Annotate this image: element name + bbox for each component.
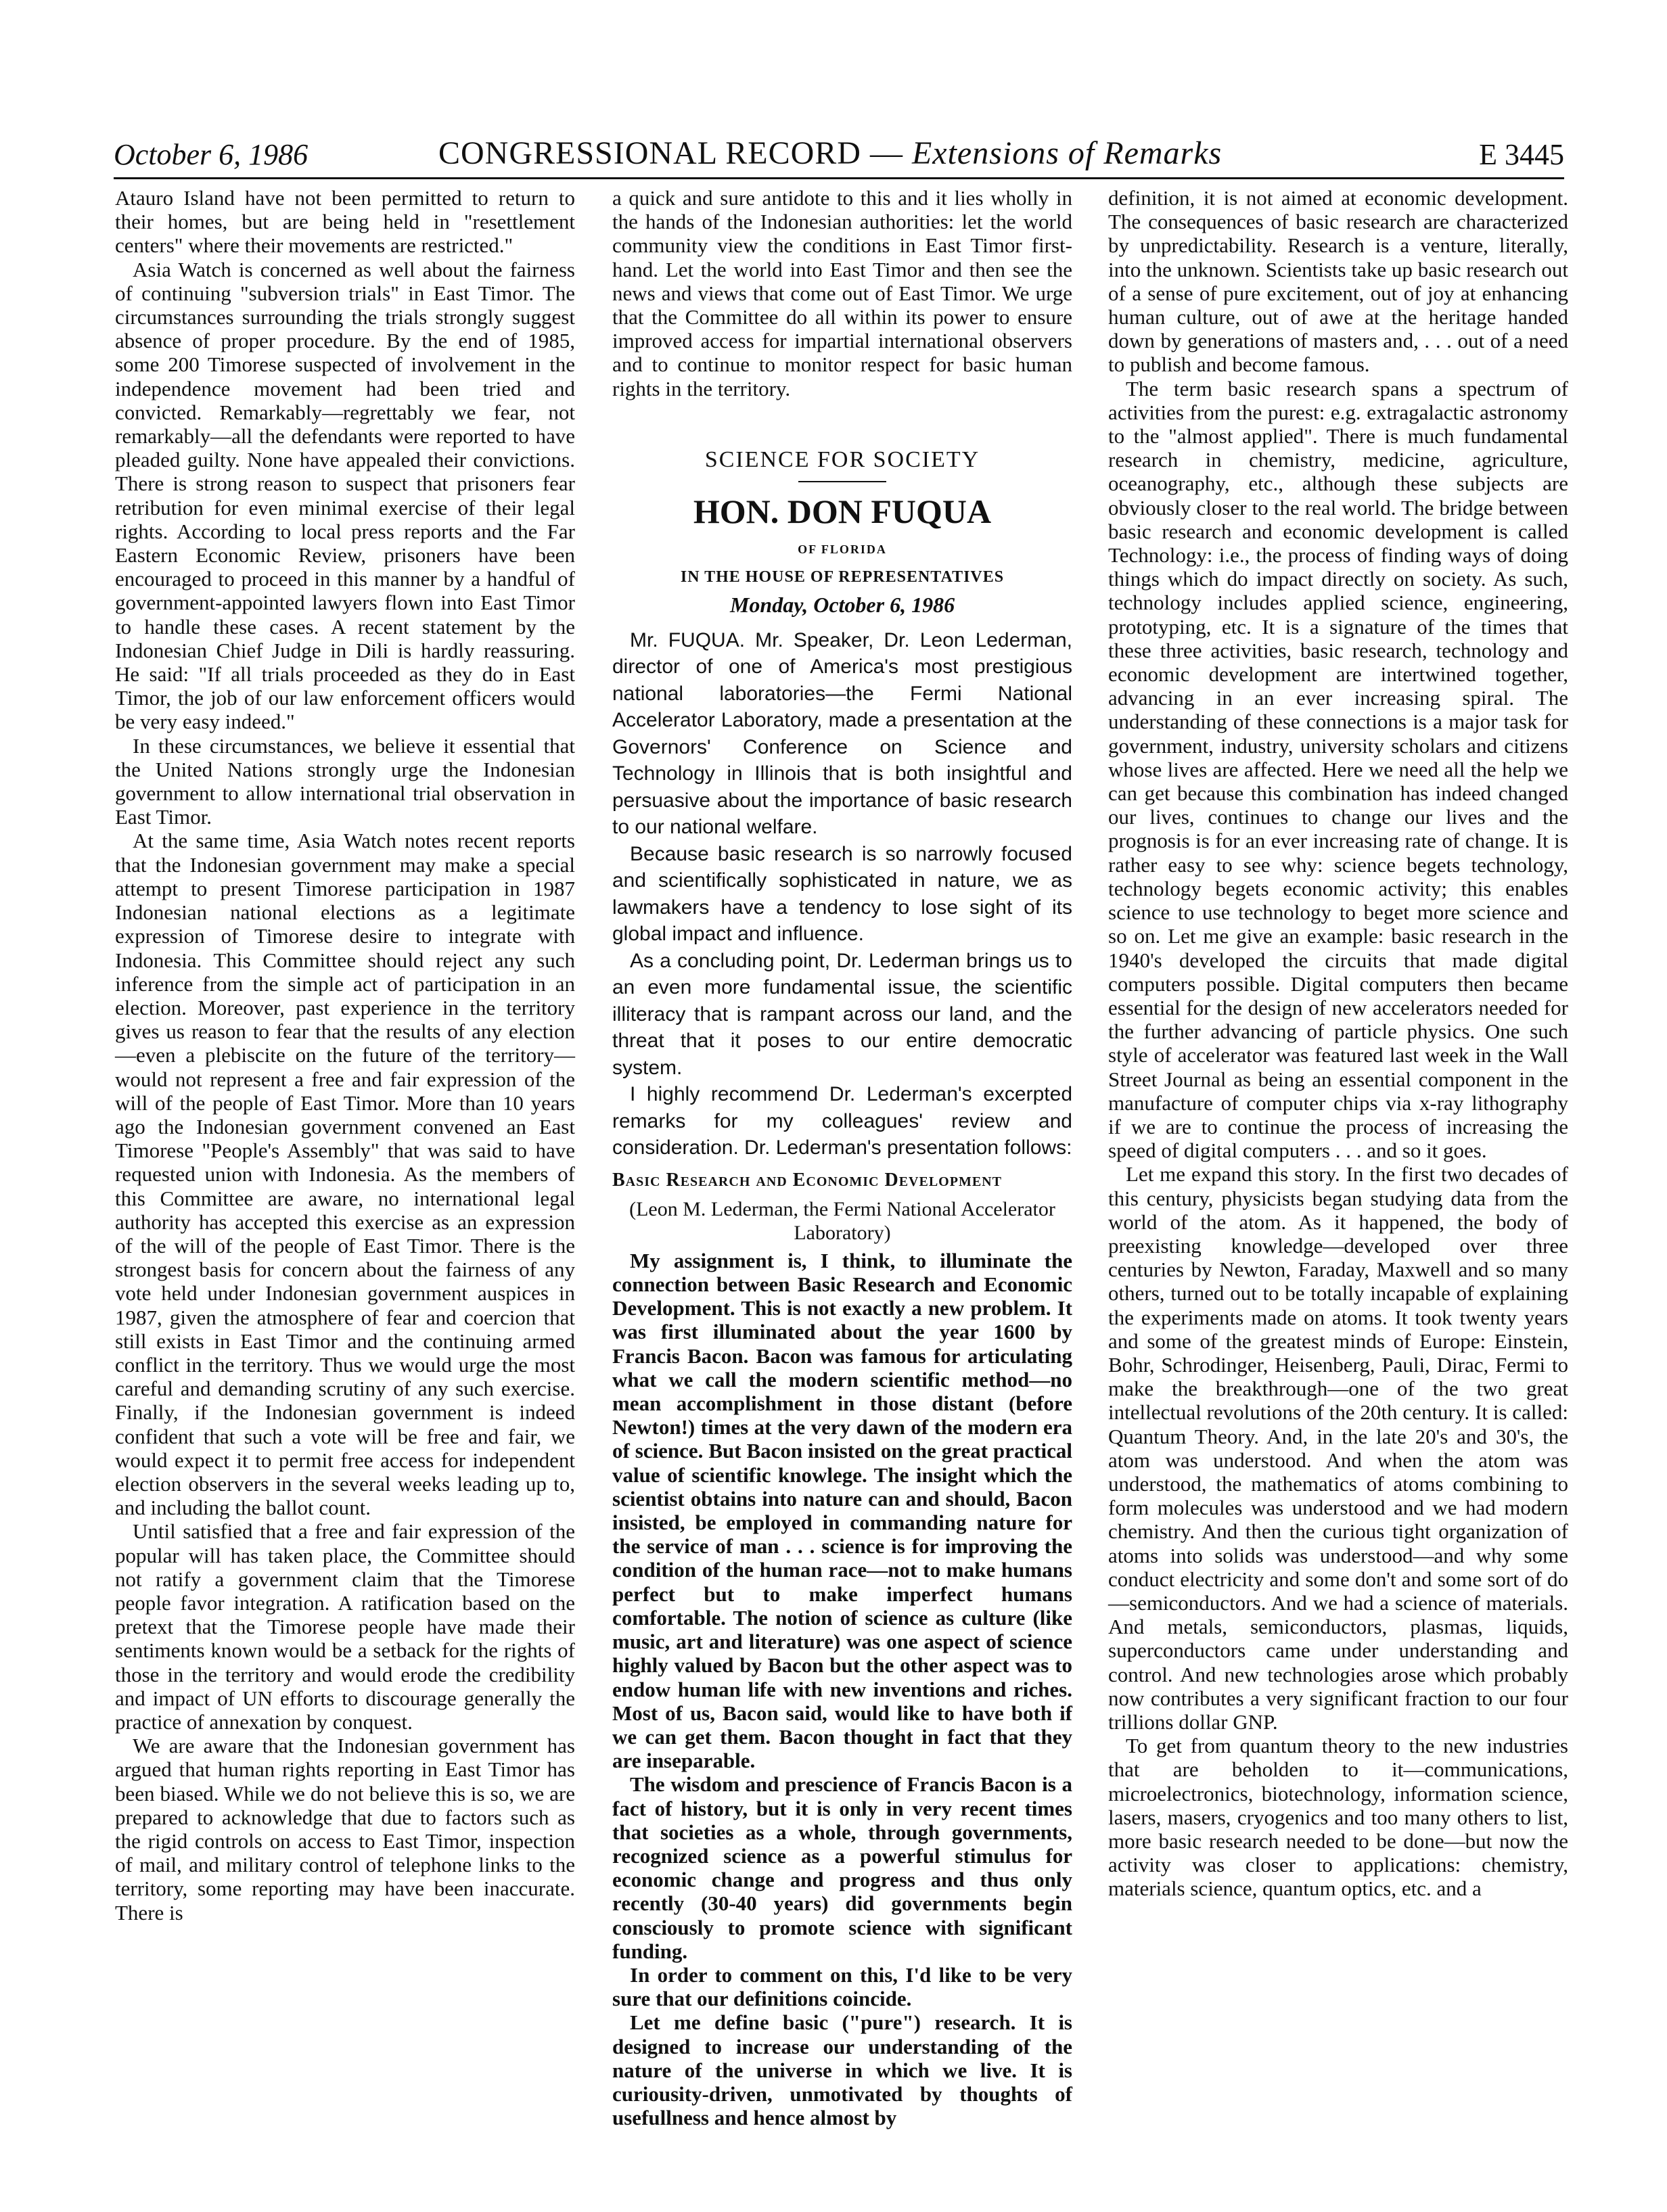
paragraph: I highly recommend Dr. Lederman's excerpted remarks for my colleagues' review and consideration. Dr. Lederman's presentation follows: — [612, 1083, 1072, 1159]
paragraph: Let me expand this story. In the first two decades of this century, physicists began studying data from the world of the atom. As it happened, the body of preexisting knowledge—developed over three centuries by Newton, Faraday, Maxwell and so many others, turned out to be totally incapable of explaining the experiments made on atoms. It took twenty years and some of the greatest minds of Europe: Einstein, Bohr, Schrodinger, Heisenberg, Pauli, Dirac, Fermi to make the breakthrough—one of the two great intellectual revolutions of the 20th century. It is called: Quantum Theory. And, in the late 20's and 30's, the atom was understood. And when the atom was understood, the mathematics of atoms combining to form molecules was understood and we had modern chemistry. And then the curious tight organization of atoms into solids was understood—and why some conduct electricity and some don't and some sort of do—semiconductors. And we had a science of materials. And metals, semiconductors, plasmas, liquids, superconductors came under understanding and control. And new technologies arose which probably now contributes a very significant fraction to our four trillions dollar GNP. — [1108, 1162, 1568, 1734]
paragraph: Atauro Island have not been permitted to return to their homes, but are being held in "resettlement centers" where their movements are restricted." — [115, 186, 575, 258]
member-state: OF FLORIDA — [798, 543, 887, 557]
paragraph: Let me define basic ("pure") research. It is designed to increase our understanding of the nature of the universe in which we live. It is curiousity-driven, unmotivated by thoughts of usefullness and hence almost by — [612, 2010, 1072, 2130]
extension-date: Monday, October 6, 1986 — [729, 593, 955, 618]
chamber-line: IN THE HOUSE OF REPRESENTATIVES — [680, 568, 1005, 586]
paragraph: a quick and sure antidote to this and it lies wholly in the hands of the Indonesian authorities: let the world community view the conditions in East Timor first-hand. Let the world into East Timor and then see the news and views that come out of East Timor. We urge that the Committee do all within its power to ensure improved access for impartial international observers and to continue to monitor respect for basic human rights in the territory. — [612, 186, 1072, 400]
speech — [612, 627, 1072, 1161]
paragraph: In order to comment on this, I'd like to be very sure that our definitions coincide. — [612, 1962, 1072, 2011]
header-subtitle: Extensions of Remarks — [911, 135, 1223, 171]
header-title-main: CONGRESSIONAL RECORD — — [438, 135, 903, 171]
column-1 — [115, 186, 575, 2053]
header-title — [438, 135, 1222, 172]
paragraph: To get from quantum theory to the new industries that are beholden to it—communications, microelectronics, biotechnology, information science, lasers, masers, cryogenics and too many others to list, more basic research needed to be done—but now the activity was closer to applications: chemistry, materials science, quantum optics, etc. and a — [1108, 1734, 1568, 1901]
paragraph: As a concluding point, Dr. Lederman brings us to an even more fundamental issue, the scientific illiteracy that is rampant across our land, and the threat that it poses to our entire democratic system. — [612, 949, 1072, 1079]
header-date: October 6, 1986 — [114, 138, 309, 171]
paragraph: Mr. FUQUA. Mr. Speaker, Dr. Leon Lederman, director of one of America's most prestigious national laboratories—the Fermi National Accelerator Laboratory, made a presentation at the Governors' Conference on Science and Technology in Illinois that is both insightful and persuasive about the importance of basic research to our national welfare. — [612, 628, 1072, 839]
paragraph: In these circumstances, we believe it essential that the United Nations strongly urge the Indonesian government to allow international trial observation in East Timor. — [115, 733, 575, 829]
paragraph: The term basic research spans a spectrum of activities from the purest: e.g. extragalactic astronomy to the "almost applied". There is much fundamental research in chemistry, medicine, agriculture, oceanography, etc., although these subjects are obviously closer to the real world. The bridge between basic research and economic development is called Technology: i.e., the process of finding ways of doing things which do impact directly on society. As such, technology includes applied science, engineering, prototyping, etc. It is a signature of the times that these three activities, basic research, technology and economic development are intertwined together, advancing in an ever increasing spiral. The understanding of these connections is a major task for government, industry, university scholars and citizens whose lives are affected. Here we need all the help we can get because this combination has indeed changed our lives, continues to change our lives and the prognosis is for an ever increasing rate of change. It is rather easy to see why: science begets technology, technology begets economic activity; this enables science to use technology to beget more science and so on. Let me give an example: basic research in the 1940's developed the circuits that made digital computers possible. Digital computers then became essential for the design of new accelerators needed for the further advancing of particle physics. One such style of accelerator was featured last week in the Wall Street Journal as being an essential component in the manufacture of computer chips via x-ray lithography if we are to continue the process of increasing the speed of digital computers . . . and so it goes. — [1108, 376, 1568, 1163]
article-title: Basic Research and Economic Development — [612, 1169, 1002, 1191]
member-name: HON. DON FUQUA — [693, 492, 992, 531]
header-page-number: E 3445 — [1479, 138, 1564, 171]
column-2 — [612, 186, 1072, 2130]
paragraph: At the same time, Asia Watch notes recent reports that the Indonesian government may make a special attempt to present Timorese participation in 1987 Indonesian national elections as a legitimate expression of Timorese desire to integrate with Indonesia. This Committee should reject any such inference from the simple act of participation in an election. Moreover, past experience in the territory gives us reason to fear that the results of any election—even a plebiscite on the future of the territory—would not represent a free and fair expression of the will of the people of East Timor. More than 10 years ago the Indonesian government convened an East Timorese "People's Assembly" that was said to have requested union with Indonesia. As the members of this Committee are aware, no international legal authority has accepted this exercise as an expression of the will of the people of East Timor. There is the strongest basis for concern about the fairness of any vote held under Indonesian government auspices in 1987, given the atmosphere of fear and coercion that still exists in East Timor and the continuing armed conflict in the territory. Thus we would urge the most careful and demanding scrutiny of any such exercise. Finally, if the Indonesian government is indeed confident that such a vote will be free and fair, we would expect it to permit free access for independent election observers in the several weeks leading up to, and including the ballot count. — [115, 829, 575, 1520]
section-title: SCIENCE FOR SOCIETY — [704, 446, 980, 472]
paragraph: Asia Watch is concerned as well about the fairness of continuing "subversion trials" in East Timor. The circumstances surrounding the trials strongly suggest absence of proper procedure. By the end of 1985, some 200 Timorese suspected of involvement in the independence movement had been tried and convicted. Remarkably—regrettably we fear, not remarkably—all the defendants were reported to have pleaded guilty. None have appealed their convictions. There is strong reason to suspect that prisoners fear retribution for even minimal exercise of their legal rights. According to local press reports and the Far Eastern Economic Review, prisoners have been encouraged to proceed in this manner by a handful of government-appointed lawyers flown into East Timor to handle these cases. A recent statement by the Indonesian Chief Judge in Dili is hardly reassuring. He said: "If all trials proceeded as they do in East Timor, the job of our law enforcement officers would be very easy indeed." — [115, 257, 575, 734]
paragraph: My assignment is, I think, to illuminate the connection between Basic Research and Economic Development. This is not exactly a new problem. It was first illuminated about the year 1600 by Francis Bacon. Bacon was famous for articulating what we call the modern scientific method—no mean accomplishment in those distant (before Newton!) times at the very dawn of the modern era of science. But Bacon insisted on the great practical value of scientific knowlege. The insight which the scientist obtains into nature can and should, Bacon insisted, be employed in commanding nature for the service of man . . . science is for improving the condition of the human race—not to make humans perfect but to make imperfect humans comfortable. The notion of science as culture (like music, art and literature) was one aspect of science highly valued by Bacon but the other aspect was to endow human life with new inventions and riches. Most of us, Bacon said, would like to have both if we can get them. Bacon thought in fact that they are inseparable. — [612, 1248, 1072, 1773]
paragraph: Because basic research is so narrowly focused and scientifically sophisticated in nature, we as lawmakers have a tendency to lose sight of its global impact and influence. — [612, 842, 1072, 946]
section-rule — [798, 481, 886, 482]
running-head — [114, 133, 1564, 177]
header-rule — [114, 177, 1564, 179]
article-byline: (Leon M. Lederman, the Fermi National Accelerator Laboratory) — [629, 1197, 1055, 1244]
paragraph: definition, it is not aimed at economic development. The consequences of basic research are characterized by unpredictability. Research is a venture, literally, into the unknown. Scientists take up basic research out of a sense of pure excitement, out of joy at enhancing human culture, out of awe at the heritage handed down by generations of masters and, . . . out of a need to publish and become famous. — [1108, 186, 1568, 377]
paragraph: Until satisfied that a free and fair expression of the popular will has taken place, the Committee should not ratify a government claim that the Timorese people favor integration. A ratification based on the pretext that the Timorese people have made their sentiments known would be a setback for the rights of those in the territory and would erode the credibility and impact of UN efforts to discourage generally the practice of annexation by conquest. — [115, 1519, 575, 1734]
paragraph: We are aware that the Indonesian government has argued that human rights reporting in East Timor has been biased. While we do not believe this is so, we are prepared to acknowledge that due to factors such as the rigid controls on access to East Timor, inspection of mail, and military control of telephone links to the territory, some reporting may have been inaccurate. There is — [115, 1734, 575, 1925]
column-3 — [1108, 186, 1568, 2053]
article-body — [612, 1249, 1072, 2130]
paragraph: The wisdom and prescience of Francis Bacon is a fact of history, but it is only in very recent times that societies as a whole, through governments, recognized science as a powerful stimulus for economic change and progress and thus only recently (30-40 years) did governments begin consciously to promote science with significant funding. — [612, 1772, 1072, 1963]
